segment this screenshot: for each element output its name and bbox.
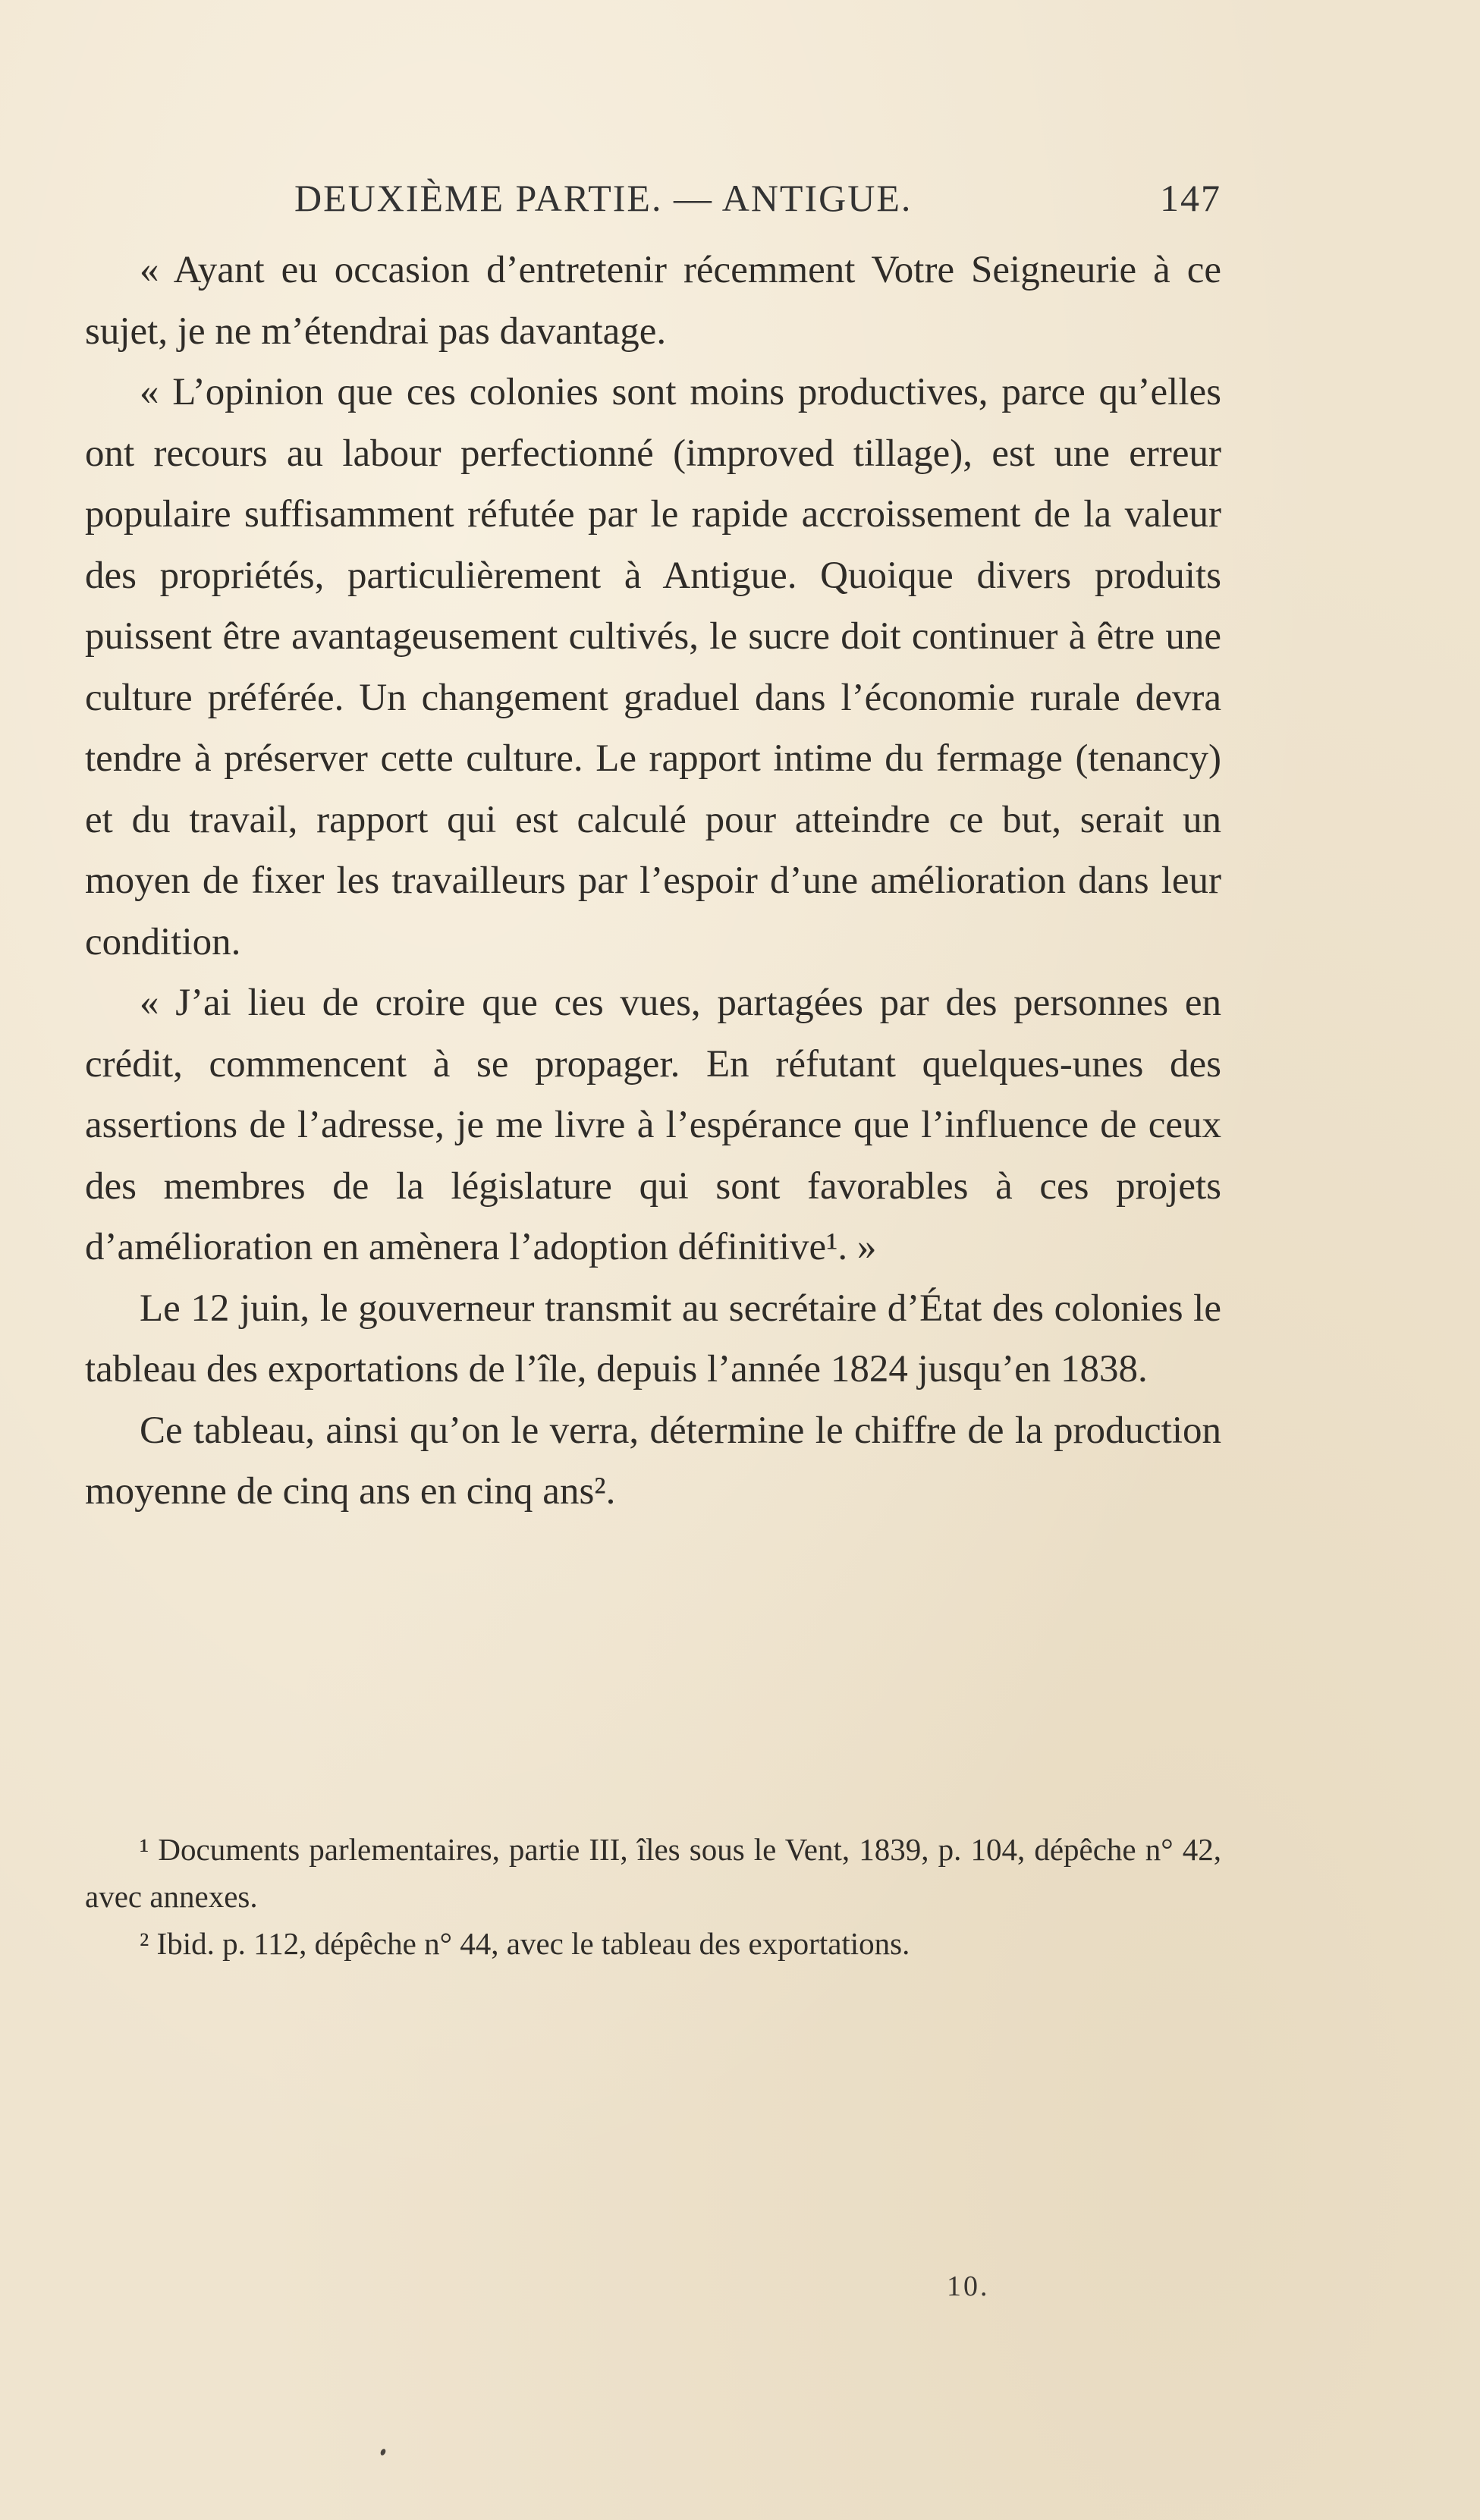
running-header bbox=[294, 176, 1221, 229]
page-number: 147 bbox=[1160, 177, 1221, 219]
footnote: ¹ Documents parlementaires, partie III, îles sous le Vent, 1839, p. 104, dépêche n° 42, avec annexes. bbox=[85, 1832, 1221, 1914]
paragraph: « Ayant eu occasion d’entretenir récemment Votre Seigneurie à ce sujet, je ne m’étendrai pas davantage. bbox=[85, 249, 1221, 353]
paragraph: « J’ai lieu de croire que ces vues, partagées par des personnes en crédit, commencent à se propager. En réfutant quelques-unes des assertions de l’adresse, je me livre à l’espérance que l’influence de ceux des membres de la législature qui sont favorables à ces projets d’amélioration en amènera l’adoption définitive¹. » bbox=[85, 982, 1221, 1268]
footnote: ² Ibid. p. 112, dépêche n° 44, avec le tableau des exportations. bbox=[140, 1926, 910, 1961]
signature-mark: 10. bbox=[947, 2270, 990, 2302]
running-title: DEUXIÈME PARTIE. — ANTIGUE. bbox=[294, 177, 913, 219]
paragraph: « L’opinion que ces colonies sont moins productives, parce qu’elles ont recours au labour perfectionné (improved tillage), est une erreur populaire suffisamment réfutée par le rapide accroissement de la valeur des propriétés, particulièrement à Antigue. Quoique divers produits puissent être avantageusement cultivés, le sucre doit continuer à être une culture préférée. Un changement graduel dans l’économie rurale devra tendre à préserver cette culture. Le rapport intime du fermage (tenancy) et du travail, rapport qui est calculé pour atteindre ce but, serait un moyen de fixer les travailleurs par l’espoir d’une amélioration dans leur condition. bbox=[85, 371, 1221, 963]
paragraph: Le 12 juin, le gouverneur transmit au secrétaire d’État des colonies le tableau des exportations de l’île, depuis l’année 1824 jusqu’en 1838. bbox=[85, 1287, 1221, 1390]
paragraph: Ce tableau, ainsi qu’on le verra, détermine le chiffre de la production moyenne de cinq ans en cinq ans². bbox=[85, 1409, 1221, 1513]
body-text bbox=[85, 240, 1221, 1522]
ink-speck bbox=[379, 2448, 386, 2456]
footnotes bbox=[85, 1826, 1221, 1967]
